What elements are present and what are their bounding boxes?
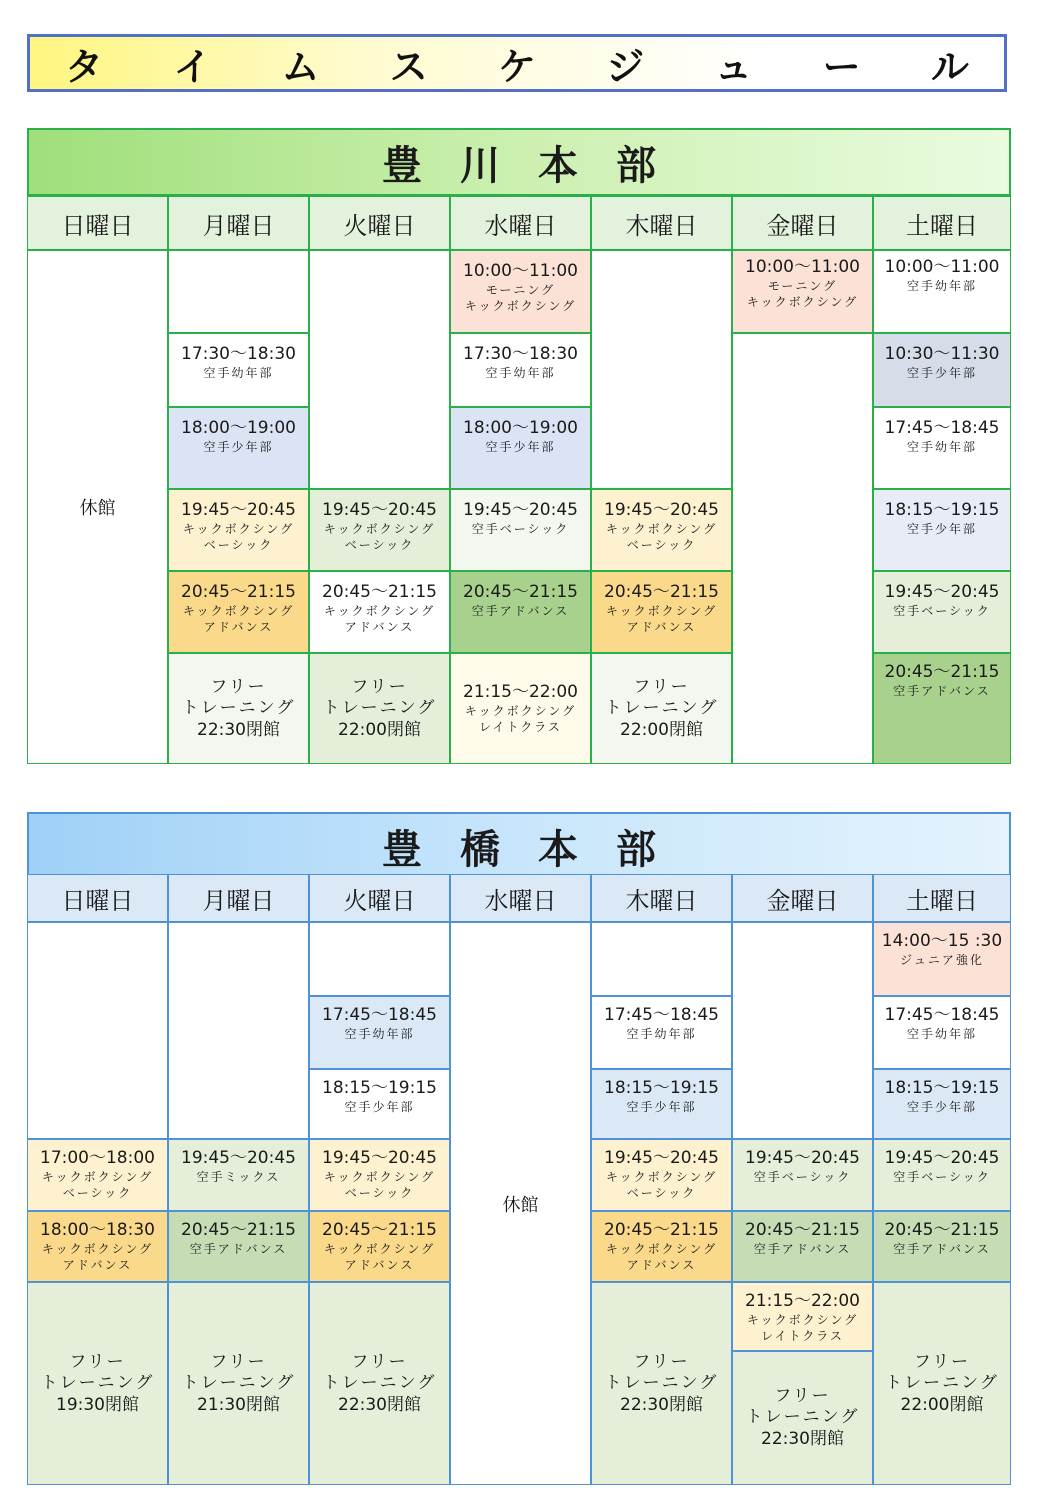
class-cell xyxy=(873,571,1011,653)
class-time: 10:30〜11:30 xyxy=(884,344,1000,364)
free-training-cell xyxy=(309,653,450,764)
class-cell xyxy=(873,333,1011,407)
class-time: 18:15〜19:15 xyxy=(884,1078,1000,1098)
day-header-row xyxy=(27,196,1011,250)
class-name: モーニング xyxy=(767,279,838,293)
close-time: 21:30閉館 xyxy=(197,1394,280,1415)
class-name: ベーシック xyxy=(344,1186,415,1200)
class-cell xyxy=(309,996,450,1069)
class-cell xyxy=(450,250,591,333)
class-time: 19:45〜20:45 xyxy=(604,500,719,520)
free-label: フリー xyxy=(351,676,408,697)
close-time: 22:00閉館 xyxy=(900,1394,984,1415)
class-time: 10:00〜11:00 xyxy=(463,261,578,281)
class-time: 17:30〜18:30 xyxy=(463,344,578,364)
free-training-cell xyxy=(168,653,309,764)
close-time: 22:00閉館 xyxy=(620,719,703,740)
class-time: 20:45〜21:15 xyxy=(604,1220,719,1240)
day-monday: 月曜日 xyxy=(168,196,309,250)
day-thursday: 木曜日 xyxy=(591,196,732,250)
free-label: フリー xyxy=(351,1351,408,1372)
day-thursday: 木曜日 xyxy=(591,874,732,922)
class-time: 20:45〜21:15 xyxy=(745,1220,860,1240)
class-name: 空手アドバンス xyxy=(471,604,570,618)
class-cell xyxy=(309,1069,450,1139)
class-name: キックボクシング xyxy=(605,1170,718,1184)
class-name: ベーシック xyxy=(626,1186,697,1200)
class-name: ベーシック xyxy=(626,538,697,552)
class-name: 空手ベーシック xyxy=(893,1170,991,1184)
class-name: アドバンス xyxy=(344,1258,415,1272)
class-name: キックボクシング xyxy=(41,1242,154,1256)
empty-cell xyxy=(309,922,450,996)
class-name: キックボクシング xyxy=(605,1242,718,1256)
day-wednesday: 水曜日 xyxy=(450,196,591,250)
class-name: 空手少年部 xyxy=(344,1100,415,1114)
close-time: 22:30閉館 xyxy=(620,1394,703,1415)
class-cell xyxy=(873,1211,1011,1282)
class-name: キックボクシング xyxy=(323,604,436,618)
class-time: 18:15〜19:15 xyxy=(884,500,1000,520)
class-name: 空手幼年部 xyxy=(203,366,274,380)
class-name: ジュニア強化 xyxy=(900,953,984,967)
free-label: トレーニング xyxy=(181,1372,296,1393)
class-cell xyxy=(591,489,732,571)
empty-cell xyxy=(168,250,309,333)
class-cell xyxy=(309,1139,450,1211)
class-name: キックボクシング xyxy=(464,704,577,718)
title-char: ム xyxy=(281,44,320,89)
day-sunday: 日曜日 xyxy=(27,196,168,250)
class-time: 18:15〜19:15 xyxy=(604,1078,719,1098)
class-cell xyxy=(591,996,732,1069)
day-friday: 金曜日 xyxy=(732,196,873,250)
class-time: 14:00〜15 :30 xyxy=(881,931,1003,951)
class-time: 18:00〜19:00 xyxy=(463,418,578,438)
class-cell xyxy=(450,571,591,653)
title-char: ー xyxy=(822,44,861,89)
close-time: 22:00閉館 xyxy=(338,719,421,740)
class-name: キックボクシング xyxy=(746,1313,859,1327)
class-name: 空手アドバンス xyxy=(893,684,991,698)
toyohashi-schedule xyxy=(27,812,1011,1488)
class-cell xyxy=(873,922,1011,996)
class-name: 空手幼年部 xyxy=(906,440,977,454)
class-cell xyxy=(27,1139,168,1211)
class-time: 20:45〜21:15 xyxy=(322,582,437,602)
class-time: 20:45〜21:15 xyxy=(884,662,1000,682)
class-name: キックボクシング xyxy=(323,1242,436,1256)
class-cell xyxy=(732,1282,873,1351)
class-name: 空手ベーシック xyxy=(893,604,991,618)
class-name: 空手幼年部 xyxy=(906,279,977,293)
class-name: 空手幼年部 xyxy=(485,366,556,380)
title-char: ケ xyxy=(497,44,536,89)
section-title: 豊川本部 xyxy=(27,128,1011,196)
class-cell xyxy=(591,1211,732,1282)
class-cell xyxy=(732,1139,873,1211)
class-cell xyxy=(450,407,591,489)
class-name: アドバンス xyxy=(626,1258,697,1272)
class-name: 空手アドバンス xyxy=(893,1242,991,1256)
title-char: イ xyxy=(173,44,212,89)
class-cell xyxy=(873,250,1011,333)
free-label: フリー xyxy=(210,676,267,697)
class-cell xyxy=(873,489,1011,571)
class-time: 19:45〜20:45 xyxy=(884,582,1000,602)
class-name: キックボクシング xyxy=(323,522,436,536)
class-time: 10:00〜11:00 xyxy=(745,257,860,277)
class-time: 19:45〜20:45 xyxy=(322,500,437,520)
class-time: 20:45〜21:15 xyxy=(322,1220,437,1240)
free-training-cell xyxy=(309,1282,450,1485)
class-name: キックボクシング xyxy=(182,604,295,618)
empty-cell xyxy=(591,250,732,489)
class-time: 19:45〜20:45 xyxy=(322,1148,437,1168)
class-time: 17:45〜18:45 xyxy=(884,1005,1000,1025)
class-time: 10:00〜11:00 xyxy=(884,257,1000,277)
title-char: ュ xyxy=(714,44,753,89)
class-time: 17:45〜18:45 xyxy=(884,418,1000,438)
class-name: 空手少年部 xyxy=(906,366,977,380)
class-name: アドバンス xyxy=(626,620,697,634)
class-time: 19:45〜20:45 xyxy=(181,500,296,520)
class-cell xyxy=(591,571,732,653)
class-name: アドバンス xyxy=(62,1258,133,1272)
class-name: 空手ミックス xyxy=(196,1170,281,1184)
free-label: フリー xyxy=(913,1351,971,1372)
class-cell xyxy=(591,1139,732,1211)
free-training-cell xyxy=(873,1282,1011,1485)
class-name: 空手アドバンス xyxy=(753,1242,852,1256)
toyokawa-schedule xyxy=(27,128,1011,768)
title-banner xyxy=(27,34,1007,92)
class-time: 19:45〜20:45 xyxy=(745,1148,860,1168)
empty-cell xyxy=(591,922,732,996)
class-name: 空手幼年部 xyxy=(344,1027,415,1041)
day-friday: 金曜日 xyxy=(732,874,873,922)
free-training-cell xyxy=(168,1282,309,1485)
class-name: ベーシック xyxy=(344,538,415,552)
class-time: 17:30〜18:30 xyxy=(181,344,296,364)
free-label: トレーニング xyxy=(40,1372,155,1393)
class-cell xyxy=(873,653,1011,764)
class-time: 20:45〜21:15 xyxy=(604,582,719,602)
class-cell xyxy=(591,1069,732,1139)
class-name: 空手幼年部 xyxy=(906,1027,977,1041)
class-cell xyxy=(168,489,309,571)
class-cell xyxy=(873,1069,1011,1139)
class-cell xyxy=(168,1211,309,1282)
class-cell xyxy=(309,1211,450,1282)
closed-label: 休館 xyxy=(502,1194,539,1216)
title-char: ス xyxy=(389,44,428,89)
free-label: フリー xyxy=(633,1351,690,1372)
class-name: キックボクシング xyxy=(323,1170,436,1184)
closed-cell xyxy=(27,250,168,764)
class-name: キックボクシング xyxy=(605,604,718,618)
day-header-row xyxy=(27,874,1011,922)
class-cell xyxy=(873,1139,1011,1211)
title-char: タ xyxy=(65,44,104,89)
free-label: トレーニング xyxy=(604,1372,719,1393)
class-name: ベーシック xyxy=(62,1186,133,1200)
empty-cell xyxy=(309,250,450,489)
class-time: 20:45〜21:15 xyxy=(884,1220,1000,1240)
class-name: 空手ベーシック xyxy=(753,1170,852,1184)
title-char: ジ xyxy=(606,44,645,89)
class-cell xyxy=(309,571,450,653)
class-name: 空手少年部 xyxy=(906,1100,977,1114)
close-time: 19:30閉館 xyxy=(56,1394,139,1415)
free-label: トレーニング xyxy=(181,697,296,718)
class-time: 20:45〜21:15 xyxy=(181,582,296,602)
day-wednesday: 水曜日 xyxy=(450,874,591,922)
class-name: 空手幼年部 xyxy=(626,1027,697,1041)
class-name: モーニング xyxy=(485,283,556,297)
day-sunday: 日曜日 xyxy=(27,874,168,922)
free-training-cell xyxy=(27,1282,168,1485)
day-saturday: 土曜日 xyxy=(873,196,1011,250)
class-name: レイトクラス xyxy=(479,720,562,734)
class-name: キックボクシング xyxy=(41,1170,154,1184)
class-name: キックボクシング xyxy=(746,295,859,309)
class-time: 17:00〜18:00 xyxy=(40,1148,155,1168)
empty-cell xyxy=(732,333,873,764)
free-label: トレーニング xyxy=(604,697,719,718)
class-cell xyxy=(732,1211,873,1282)
class-cell xyxy=(873,407,1011,489)
class-time: 19:45〜20:45 xyxy=(884,1148,1000,1168)
free-label: フリー xyxy=(774,1386,831,1406)
class-name: キックボクシング xyxy=(605,522,718,536)
class-time: 18:15〜19:15 xyxy=(322,1078,437,1098)
free-label: フリー xyxy=(69,1351,126,1372)
class-time: 19:45〜20:45 xyxy=(181,1148,296,1168)
class-time: 19:45〜20:45 xyxy=(604,1148,719,1168)
free-label: トレーニング xyxy=(322,1372,437,1393)
class-time: 20:45〜21:15 xyxy=(463,582,578,602)
empty-cell xyxy=(27,922,168,1139)
class-time: 20:45〜21:15 xyxy=(181,1220,296,1240)
class-time: 19:45〜20:45 xyxy=(463,500,578,520)
class-cell xyxy=(450,333,591,407)
free-label: トレーニング xyxy=(322,697,437,718)
closed-label: 休館 xyxy=(79,498,116,519)
class-time: 17:45〜18:45 xyxy=(604,1005,719,1025)
class-name: キックボクシング xyxy=(464,299,577,313)
free-label: トレーニング xyxy=(885,1372,999,1393)
class-time: 21:15〜22:00 xyxy=(463,682,578,702)
class-name: アドバンス xyxy=(344,620,415,634)
class-time: 17:45〜18:45 xyxy=(322,1005,437,1025)
class-name: 空手少年部 xyxy=(906,522,977,536)
empty-cell xyxy=(732,922,873,1139)
class-cell xyxy=(168,1139,309,1211)
close-time: 22:30閉館 xyxy=(197,719,280,740)
class-name: キックボクシング xyxy=(182,522,295,536)
class-name: 空手少年部 xyxy=(203,440,274,454)
class-cell xyxy=(168,407,309,489)
class-name: 空手アドバンス xyxy=(189,1242,288,1256)
free-label: フリー xyxy=(633,676,690,697)
class-cell xyxy=(168,333,309,407)
day-tuesday: 火曜日 xyxy=(309,196,450,250)
class-name: ベーシック xyxy=(203,538,274,552)
free-label: フリー xyxy=(210,1351,267,1372)
class-cell xyxy=(732,250,873,333)
title-char: ル xyxy=(930,44,969,89)
free-label: トレーニング xyxy=(745,1407,860,1427)
day-monday: 月曜日 xyxy=(168,874,309,922)
close-time: 22:30閉館 xyxy=(761,1429,844,1449)
class-time: 21:15〜22:00 xyxy=(745,1291,860,1311)
class-name: アドバンス xyxy=(203,620,274,634)
class-cell xyxy=(168,571,309,653)
day-tuesday: 火曜日 xyxy=(309,874,450,922)
class-cell xyxy=(873,996,1011,1069)
close-time: 22:30閉館 xyxy=(338,1394,421,1415)
free-training-cell xyxy=(591,653,732,764)
closed-cell xyxy=(450,922,591,1485)
class-name: 空手ベーシック xyxy=(471,522,570,536)
section-title: 豊橋本部 xyxy=(27,812,1011,880)
class-name: 空手少年部 xyxy=(626,1100,697,1114)
empty-cell xyxy=(168,922,309,1139)
free-training-cell xyxy=(732,1351,873,1485)
class-cell xyxy=(27,1211,168,1282)
free-training-cell xyxy=(591,1282,732,1485)
class-name: 空手少年部 xyxy=(485,440,556,454)
class-cell xyxy=(450,489,591,571)
day-saturday: 土曜日 xyxy=(873,874,1011,922)
class-time: 18:00〜18:30 xyxy=(40,1220,155,1240)
class-cell xyxy=(450,653,591,764)
class-name: レイトクラス xyxy=(761,1329,844,1343)
class-cell xyxy=(309,489,450,571)
class-time: 18:00〜19:00 xyxy=(181,418,296,438)
